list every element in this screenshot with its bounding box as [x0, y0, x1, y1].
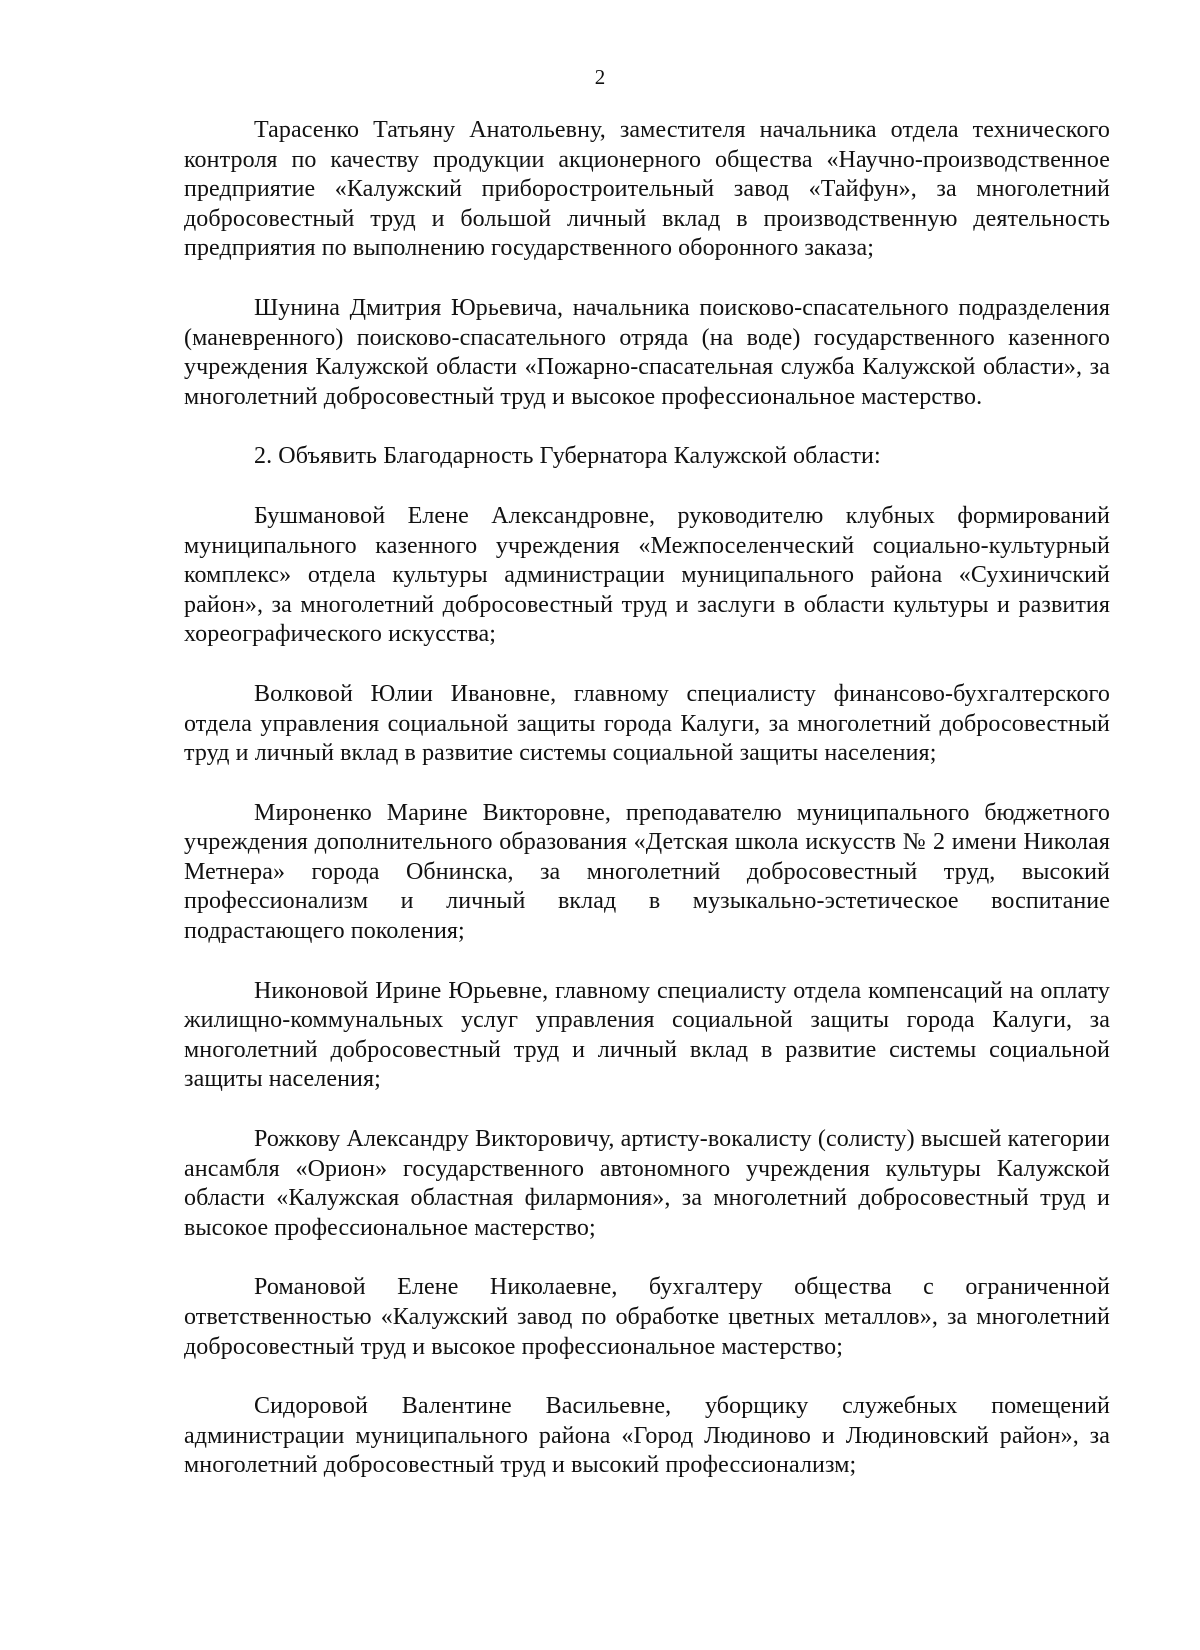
- paragraph-tarasenko: Тарасенко Татьяну Анатольевну, заместителя начальника отдела технического контроля по качеству продукции акционерного общества «Научно-производственное предприятие «Калужский приборостроительный завод «Тайфун», за многолетний добросовестный труд и большой личный вклад в производственную деятельность предприятия по выполнению государственного оборонного заказа;: [184, 117, 1110, 262]
- paragraph-sidorova: Сидоровой Валентине Васильевне, уборщику служебных помещений администрации муниципального района «Город Людиново и Людиновский район», за многолетний добросовестный труд и высокий профессионализм;: [184, 1393, 1110, 1479]
- paragraph-shunin: Шунина Дмитрия Юрьевича, начальника поисково-спасательного подразделения (маневренного) поисково-спасательного отряда (на воде) государственного казенного учреждения Калужской области «Пожарно-спасательная служба Калужской области», за многолетний добросовестный труд и высокое профессиональное мастерство.: [184, 294, 1110, 410]
- paragraph-bushmanova: Бушмановой Елене Александровне, руководителю клубных формирований муниципального казенного учреждения «Межпоселенческий социально-культурный комплекс» отдела культуры администрации муниципального района «Сухиничский район», за многолетний добросовестный труд и заслуги в области культуры и развития хореографического искусства;: [184, 502, 1110, 648]
- paragraph-section-2-heading: 2. Объявить Благодарность Губернатора Калужской области:: [254, 443, 881, 470]
- paragraph-romanova: Романовой Елене Николаевне, бухгалтеру общества с ограниченной ответственностью «Калужский завод по обработке цветных металлов», за многолетний добросовестный труд и высокое профессиональное мастерство;: [184, 1274, 1110, 1360]
- paragraph-nikonova: Никоновой Ирине Юрьевне, главному специалисту отдела компенсаций на оплату жилищно-коммунальных услуг управления социальной защиты города Калуги, за многолетний добросовестный труд и личный вклад в развитие системы социальной защиты населения;: [184, 977, 1110, 1093]
- document-body: [184, 116, 1110, 1481]
- paragraph-mironenko: Мироненко Марине Викторовне, преподавателю муниципального бюджетного учреждения дополнительного образования «Детская школа искусств № 2 имени Николая Метнера» города Обнинска, за многолетний добросовестный труд, высокий профессионализм и личный вклад в музыкально-эстетическое воспитание подрастающего поколения;: [184, 799, 1110, 945]
- page-number: 2: [594, 65, 606, 89]
- paragraph-rozhkov: Рожкову Александру Викторовичу, артисту-вокалисту (солисту) высшей категории ансамбля «Орион» государственного автономного учреждения культуры Калужской области «Калужская областная филармония», за многолетний добросовестный труд и высокое профессиональное мастерство;: [184, 1126, 1110, 1241]
- paragraph-volkova: Волковой Юлии Ивановне, главному специалисту финансово-бухгалтерского отдела управления социальной защиты города Калуги, за многолетний добросовестный труд и личный вклад в развитие системы социальной защиты населения;: [184, 680, 1110, 767]
